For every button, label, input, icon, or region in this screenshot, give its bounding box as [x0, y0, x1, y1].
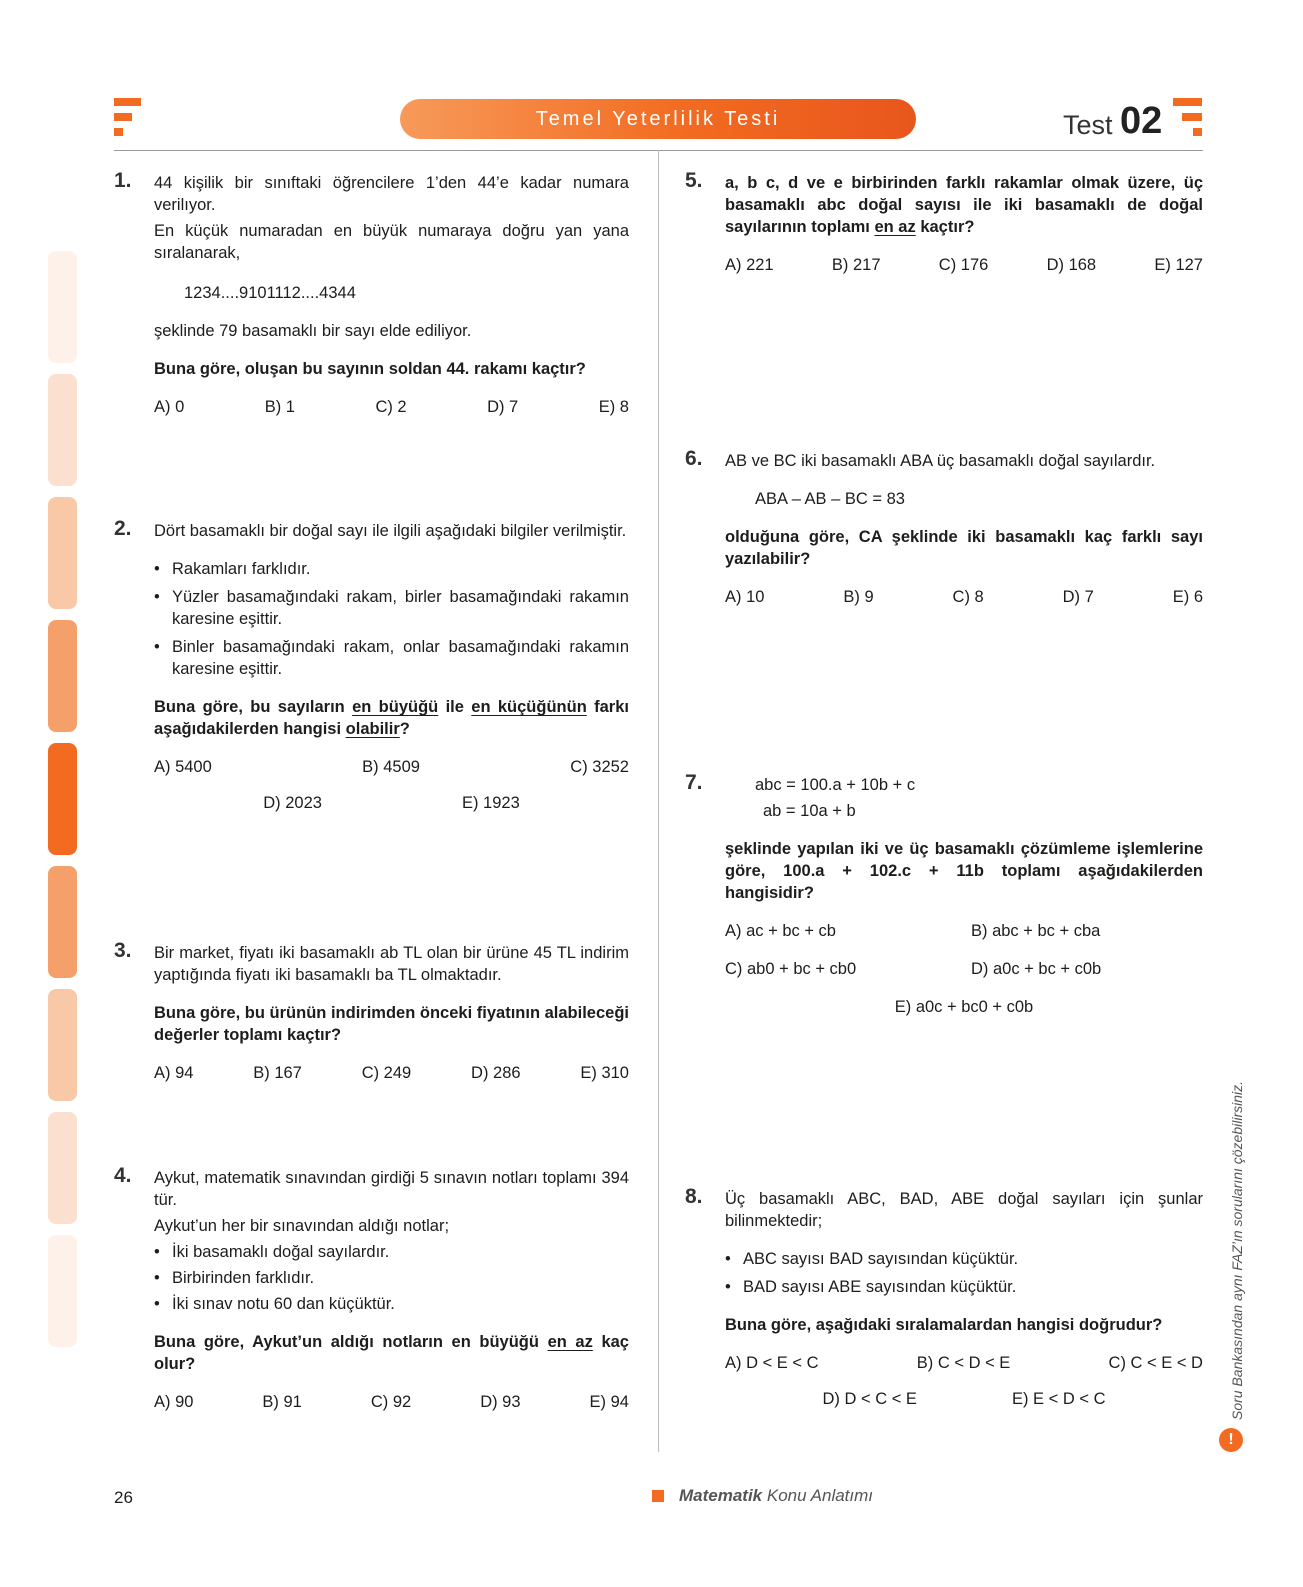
option-d[interactable]: D) 286 — [471, 1064, 521, 1082]
list-item: • Binler basamağındaki rakam, onlar basamağındaki rakamın karesine eşittir. — [154, 636, 629, 680]
option-a[interactable]: A) 10 — [725, 588, 765, 606]
answer-options — [154, 756, 629, 778]
equation: abc = 100.a + 10b + c — [755, 776, 916, 794]
question-text: 44 kişilik bir sınıftaki öğrencilere 1’den 44’e kadar numara verilıyor. — [154, 174, 629, 214]
question-number: 3. — [114, 939, 132, 962]
condition-list — [154, 558, 629, 680]
equation: ABA – AB – BC = 83 — [755, 490, 905, 508]
question-text: En küçük numaradan en büyük numaraya doğru yan yana sıralanarak, — [154, 222, 629, 262]
question-text: Üç basamaklı ABC, BAD, ABE doğal sayıları için şunlar bilinmektedir; — [725, 1190, 1203, 1230]
option-b[interactable]: B) 9 — [843, 588, 874, 606]
option-e[interactable]: E) E < D < C — [1011, 1390, 1106, 1408]
answer-options — [725, 958, 1203, 980]
answer-options — [725, 254, 1203, 276]
option-b[interactable]: B) 167 — [253, 1064, 302, 1082]
answer-options — [725, 586, 1203, 608]
question-number: 7. — [685, 771, 703, 794]
question-text: Dört basamaklı bir doğal sayı ile ilgili aşağıdaki bilgiler verilmiştir. — [154, 522, 627, 540]
option-d[interactable]: D) D < C < E — [822, 1390, 917, 1408]
question-number: 1. — [114, 169, 132, 192]
option-b[interactable]: B) 4509 — [362, 758, 420, 776]
question-6 — [685, 447, 1203, 608]
answer-options — [154, 396, 629, 418]
question-5 — [685, 169, 1203, 276]
option-d[interactable]: D) 168 — [1046, 256, 1097, 274]
test-number: 02 — [1120, 100, 1163, 142]
answer-options-row2 — [154, 792, 629, 814]
question-number: 4. — [114, 1164, 132, 1187]
question-4 — [114, 1164, 629, 1413]
list-item: • BAD sayısı ABE sayısından küçüktür. — [725, 1276, 1203, 1298]
answer-options-row2 — [725, 1388, 1203, 1410]
test-label: Test — [1063, 110, 1113, 140]
option-e[interactable]: E) 310 — [580, 1064, 629, 1082]
list-item: • Birbirinden farklıdır. — [154, 1267, 629, 1289]
answer-options — [154, 1391, 629, 1413]
question-1 — [114, 169, 629, 418]
option-c[interactable]: C) C < E < D — [1108, 1354, 1203, 1372]
option-e[interactable]: E) 6 — [1172, 588, 1203, 606]
option-d[interactable]: D) 7 — [1062, 588, 1094, 606]
column-divider — [658, 150, 659, 1452]
option-d[interactable]: D) 7 — [487, 398, 519, 416]
question-3 — [114, 939, 629, 1084]
number-sequence: 1234....9101112....4344 — [184, 284, 356, 302]
option-c[interactable]: C) 8 — [952, 588, 984, 606]
question-prompt: olduğuna göre, CA şeklinde iki basamaklı kaç farklı sayı yazılabilir? — [725, 528, 1203, 568]
question-prompt: Buna göre, bu ürünün indirimden önceki fiyatının alabileceği değerler toplamı kaçtır? — [154, 1004, 629, 1044]
question-text: şeklinde 79 basamaklı bir sayı elde ediliyor. — [154, 322, 472, 340]
answer-options — [725, 920, 1203, 942]
option-c[interactable]: C) 249 — [361, 1064, 412, 1082]
answer-options — [725, 1352, 1203, 1374]
condition-list — [725, 1248, 1203, 1298]
option-e[interactable]: E) 94 — [589, 1393, 629, 1411]
list-item: • İki basamaklı doğal sayılardır. — [154, 1241, 629, 1263]
option-c[interactable]: C) 92 — [370, 1393, 412, 1411]
question-2 — [114, 517, 629, 814]
option-b[interactable]: B) C < D < E — [916, 1354, 1011, 1372]
option-c[interactable]: C) 3252 — [570, 758, 629, 776]
question-number: 6. — [685, 447, 703, 470]
question-8 — [685, 1185, 1203, 1410]
question-text: Bir market, fiyatı iki basamaklı ab TL olan bir ürüne 45 TL indirim yaptığında fiyatı iki basamaklı ba TL olmaktadır. — [154, 944, 629, 984]
option-c[interactable]: C) 176 — [938, 256, 989, 274]
page-number: 26 — [114, 1488, 133, 1507]
answer-options — [154, 1062, 629, 1084]
list-item: • Rakamları farklıdır. — [154, 558, 629, 580]
list-item: • İki sınav notu 60 dan küçüktür. — [154, 1293, 629, 1315]
question-prompt: Buna göre, oluşan bu sayının soldan 44. rakamı kaçtır? — [154, 360, 586, 378]
question-text: Aykut, matematik sınavından girdiği 5 sınavın notları toplamı 394 tür. — [154, 1169, 629, 1209]
option-a[interactable]: A) 221 — [725, 256, 774, 274]
question-number: 2. — [114, 517, 132, 540]
question-text: Aykut’un her bir sınavından aldığı notlar; — [154, 1217, 450, 1235]
option-e[interactable]: E) 1923 — [461, 794, 520, 812]
side-note: Soru Bankasından aynı FAZ’ın sorularını çözebilirsiniz. — [1229, 1080, 1245, 1420]
question-number: 8. — [685, 1185, 703, 1208]
option-b[interactable]: B) abc + bc + cba — [971, 922, 1101, 940]
option-c[interactable]: C) 2 — [375, 398, 407, 416]
question-prompt: Buna göre, bu sayıların en büyüğü ile en küçüğünün farkı aşağıdakilerden hangisi olabilir? — [154, 698, 629, 738]
option-b[interactable]: B) 91 — [262, 1393, 302, 1411]
option-a[interactable]: A) ac + bc + cb — [725, 922, 836, 940]
answer-options — [725, 996, 1203, 1018]
question-number: 5. — [685, 169, 703, 192]
equation: ab = 10a + b — [763, 802, 856, 820]
question-text: AB ve BC iki basamaklı ABA üç basamaklı doğal sayılardır. — [725, 452, 1156, 470]
question-prompt: şeklinde yapılan iki ve üç basamaklı çözümleme işlemlerine göre, 100.a + 102.c + 11b toplamı aşağıdakilerden hangisidir? — [725, 840, 1203, 902]
option-a[interactable]: A) 90 — [154, 1393, 194, 1411]
option-a[interactable]: A) 0 — [154, 398, 185, 416]
option-e[interactable]: E) 8 — [598, 398, 629, 416]
option-a[interactable]: A) 5400 — [154, 758, 212, 776]
option-d[interactable]: D) a0c + bc + c0b — [971, 960, 1102, 978]
option-b[interactable]: B) 1 — [264, 398, 295, 416]
option-a[interactable]: A) 94 — [154, 1064, 194, 1082]
warning-icon: ! — [1219, 1428, 1243, 1452]
test-title-banner: Temel Yeterlilik Testi — [400, 99, 916, 139]
option-e[interactable]: E) 127 — [1154, 256, 1203, 274]
question-7 — [685, 771, 1203, 1018]
option-b[interactable]: B) 217 — [831, 256, 881, 274]
list-item: • ABC sayısı BAD sayısından küçüktür. — [725, 1248, 1203, 1270]
option-d[interactable]: D) 2023 — [263, 794, 322, 812]
question-prompt: Buna göre, aşağıdaki sıralamalardan hangisi doğrudur? — [725, 1316, 1163, 1334]
footer-title: Matematik Konu Anlatımı — [679, 1486, 874, 1505]
question-prompt: Buna göre, Aykut’un aldığı notların en büyüğü en az kaç olur? — [154, 1333, 629, 1373]
condition-list — [154, 1241, 629, 1315]
list-item: • Yüzler basamağındaki rakam, birler basamağındaki rakamın karesine eşittir. — [154, 586, 629, 630]
question-prompt: a, b c, d ve e birbirinden farklı rakamlar olmak üzere, üç basamaklı abc doğal sayısı ile iki basamaklı de doğal sayılarının toplamı en az kaçtır? — [725, 174, 1203, 236]
option-d[interactable]: D) 93 — [480, 1393, 521, 1411]
option-c[interactable]: C) ab0 + bc + cb0 — [725, 960, 857, 978]
option-e[interactable]: E) a0c + bc0 + c0b — [894, 998, 1034, 1016]
option-a[interactable]: A) D < E < C — [725, 1354, 819, 1372]
footer-square-icon — [652, 1490, 664, 1502]
